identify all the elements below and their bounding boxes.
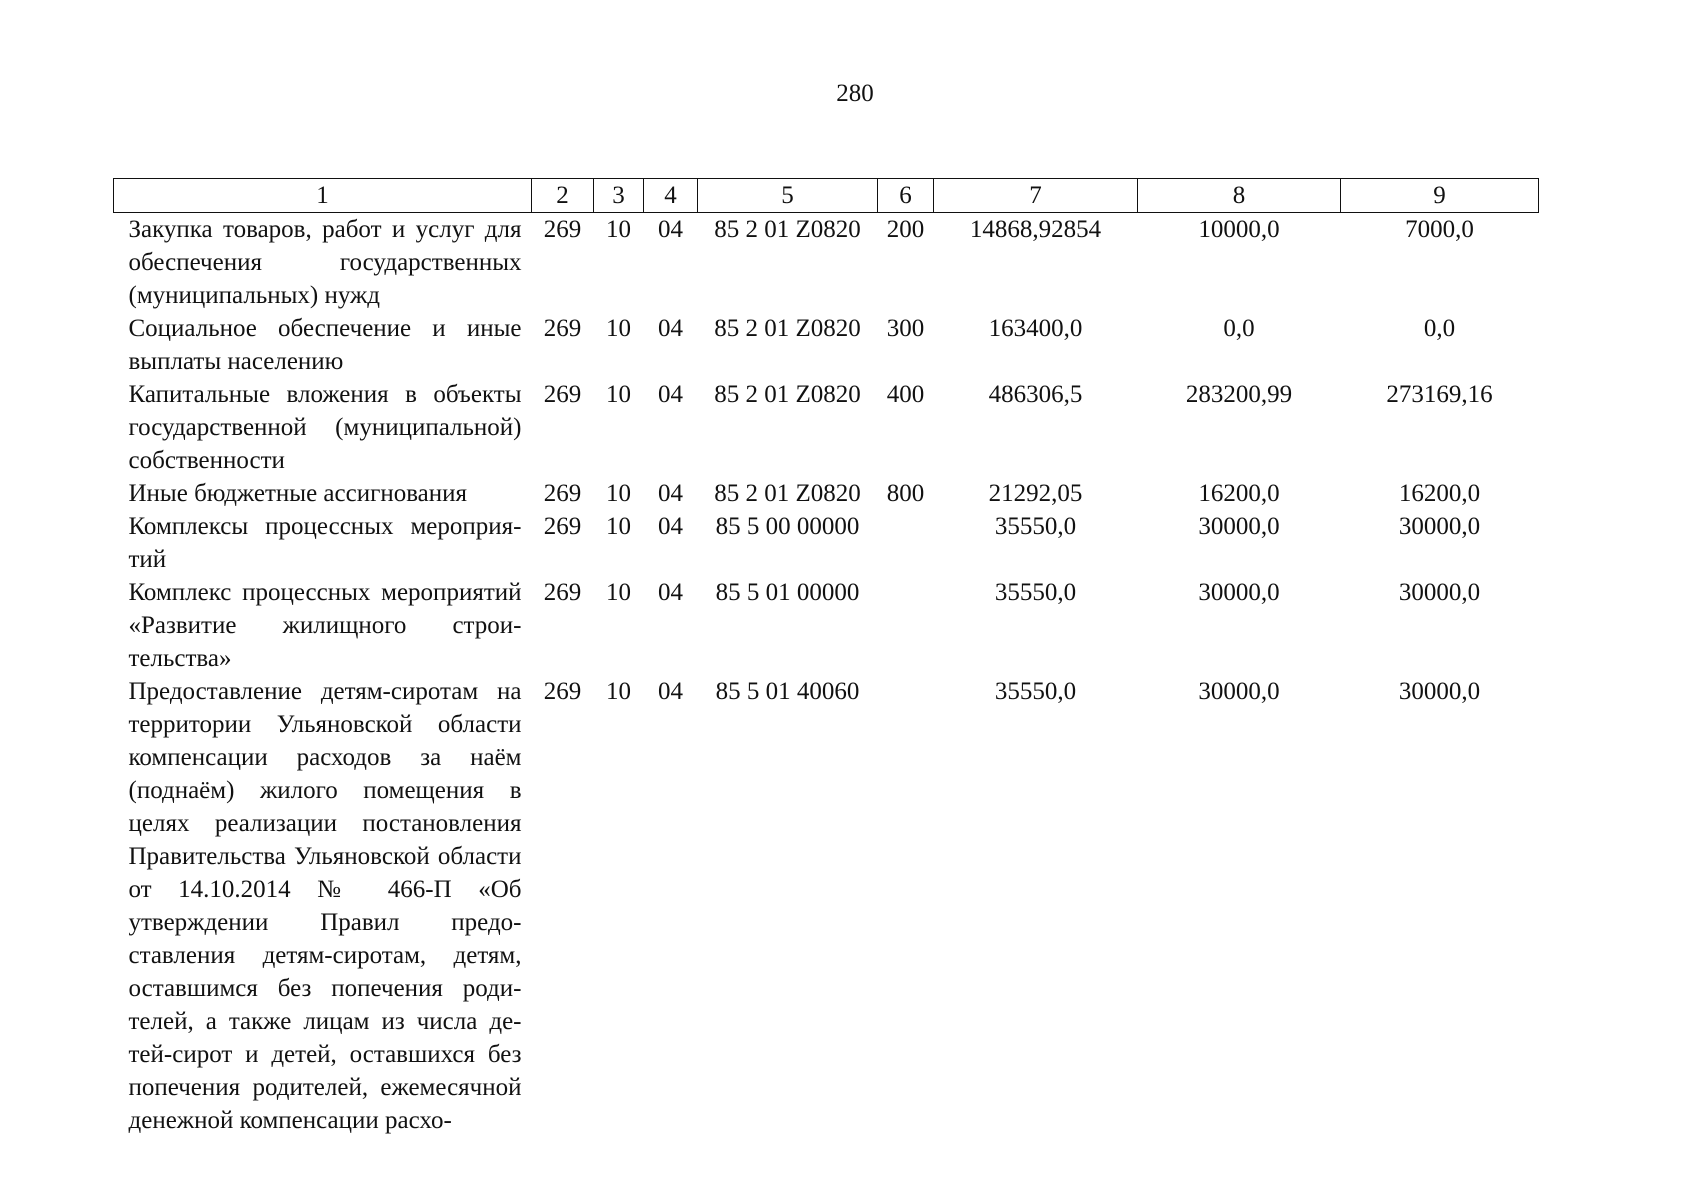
row-description: Социальное обеспечение и иные выплаты населению bbox=[128, 315, 522, 375]
cell-col-2: 269 bbox=[543, 381, 582, 408]
cell-col-7: 35550,0 bbox=[994, 678, 1077, 705]
cell-col-5: 85 5 01 00000 bbox=[715, 579, 860, 606]
cell-col-6: 300 bbox=[886, 315, 925, 342]
cell-col-8: 30000,0 bbox=[1198, 513, 1280, 540]
row-description: Закупка товаров, работ и услуг для обеспечения государственных (муниципальных) нужд bbox=[128, 216, 522, 309]
cell-col-7: 21292,05 bbox=[988, 480, 1083, 507]
cell-col-2: 269 bbox=[543, 216, 582, 243]
row-description: Иные бюджетные ассигнования bbox=[128, 480, 468, 507]
cell-col-4: 04 bbox=[658, 216, 683, 243]
cell-col-3: 10 bbox=[606, 315, 631, 342]
row-description: Капитальные вложения в объекты государственной (муниципальной) собственности bbox=[128, 381, 522, 474]
cell-col-4: 04 bbox=[658, 513, 683, 540]
cell-col-6: 400 bbox=[886, 381, 925, 408]
header-col-9: 9 bbox=[1341, 179, 1539, 213]
cell-col-9: 7000,0 bbox=[1405, 216, 1474, 243]
cell-col-4: 04 bbox=[658, 678, 683, 705]
table-row bbox=[114, 576, 1539, 675]
cell-col-2: 269 bbox=[543, 513, 582, 540]
cell-col-8: 30000,0 bbox=[1198, 678, 1280, 705]
cell-col-6 bbox=[878, 675, 934, 1137]
table-row bbox=[114, 510, 1539, 576]
cell-col-8: 0,0 bbox=[1223, 315, 1255, 342]
cell-col-3: 10 bbox=[606, 381, 631, 408]
table-header-row bbox=[114, 179, 1539, 213]
page-number: 280 bbox=[836, 80, 874, 107]
cell-col-4: 04 bbox=[658, 315, 683, 342]
cell-col-9: 0,0 bbox=[1423, 315, 1456, 342]
cell-col-3: 10 bbox=[606, 480, 631, 507]
header-col-2: 2 bbox=[532, 179, 594, 213]
cell-col-7: 486306,5 bbox=[988, 381, 1083, 408]
cell-col-6 bbox=[878, 576, 934, 675]
cell-col-3: 10 bbox=[606, 579, 631, 606]
row-description: Комплексы процессных мероприятий bbox=[128, 513, 522, 573]
cell-col-7: 14868,92854 bbox=[969, 216, 1102, 243]
cell-col-5: 85 5 01 40060 bbox=[715, 678, 860, 705]
row-description: Комплекс процессных мероприятий «Развитие жилищного строительства» bbox=[128, 579, 522, 672]
cell-col-5: 85 2 01 Z0820 bbox=[714, 216, 861, 243]
cell-col-5: 85 2 01 Z0820 bbox=[714, 480, 861, 507]
header-col-1: 1 bbox=[114, 179, 532, 213]
header-col-5: 5 bbox=[698, 179, 878, 213]
cell-col-9: 30000,0 bbox=[1398, 678, 1481, 705]
cell-col-5: 85 2 01 Z0820 bbox=[714, 381, 861, 408]
header-col-7: 7 bbox=[934, 179, 1138, 213]
cell-col-8: 16200,0 bbox=[1198, 480, 1280, 507]
cell-col-7: 35550,0 bbox=[994, 513, 1077, 540]
cell-col-6: 200 bbox=[886, 216, 925, 243]
cell-col-9: 16200,0 bbox=[1398, 480, 1481, 507]
cell-col-5: 85 5 00 00000 bbox=[715, 513, 860, 540]
header-col-3: 3 bbox=[594, 179, 644, 213]
table-row bbox=[114, 312, 1539, 378]
cell-col-2: 269 bbox=[543, 480, 582, 507]
cell-col-5: 85 2 01 Z0820 bbox=[714, 315, 861, 342]
cell-col-4: 04 bbox=[658, 579, 683, 606]
cell-col-9: 30000,0 bbox=[1398, 513, 1481, 540]
cell-col-8: 10000,0 bbox=[1198, 216, 1280, 243]
cell-col-8: 283200,99 bbox=[1185, 381, 1293, 408]
header-col-4: 4 bbox=[644, 179, 698, 213]
header-col-6: 6 bbox=[878, 179, 934, 213]
cell-col-2: 269 bbox=[543, 315, 582, 342]
cell-col-6: 800 bbox=[886, 480, 925, 507]
cell-col-3: 10 bbox=[606, 513, 631, 540]
table-row bbox=[114, 675, 1539, 1137]
cell-col-7: 163400,0 bbox=[988, 315, 1083, 342]
table-row bbox=[114, 213, 1539, 313]
cell-col-8: 30000,0 bbox=[1198, 579, 1280, 606]
cell-col-4: 04 bbox=[658, 381, 683, 408]
cell-col-7: 35550,0 bbox=[994, 579, 1077, 606]
cell-col-2: 269 bbox=[543, 678, 582, 705]
cell-col-9: 30000,0 bbox=[1398, 579, 1481, 606]
header-col-8: 8 bbox=[1138, 179, 1341, 213]
cell-col-9: 273169,16 bbox=[1386, 381, 1493, 408]
row-description: Предоставление детям-сиротам на территории Ульяновской области компенсации расходов за наём (поднаём) жилого помещения в целях реализации постановления Правительства Ульяновской области от 14.10.2014 № 466-П «Об утверждении Правил предоставления детям-сиротам, детям, оставшимся без попечения родителей, а также лицам из числа детей-сирот и детей, оставшихся без попечения родителей, ежемесячной денежной компенсации расхо- bbox=[128, 678, 522, 1134]
cell-col-6 bbox=[878, 510, 934, 576]
budget-table bbox=[113, 178, 1539, 1137]
cell-col-2: 269 bbox=[543, 579, 582, 606]
cell-col-3: 10 bbox=[606, 678, 631, 705]
table-row bbox=[114, 477, 1539, 510]
table-row bbox=[114, 378, 1539, 477]
cell-col-3: 10 bbox=[606, 216, 631, 243]
cell-col-4: 04 bbox=[658, 480, 683, 507]
